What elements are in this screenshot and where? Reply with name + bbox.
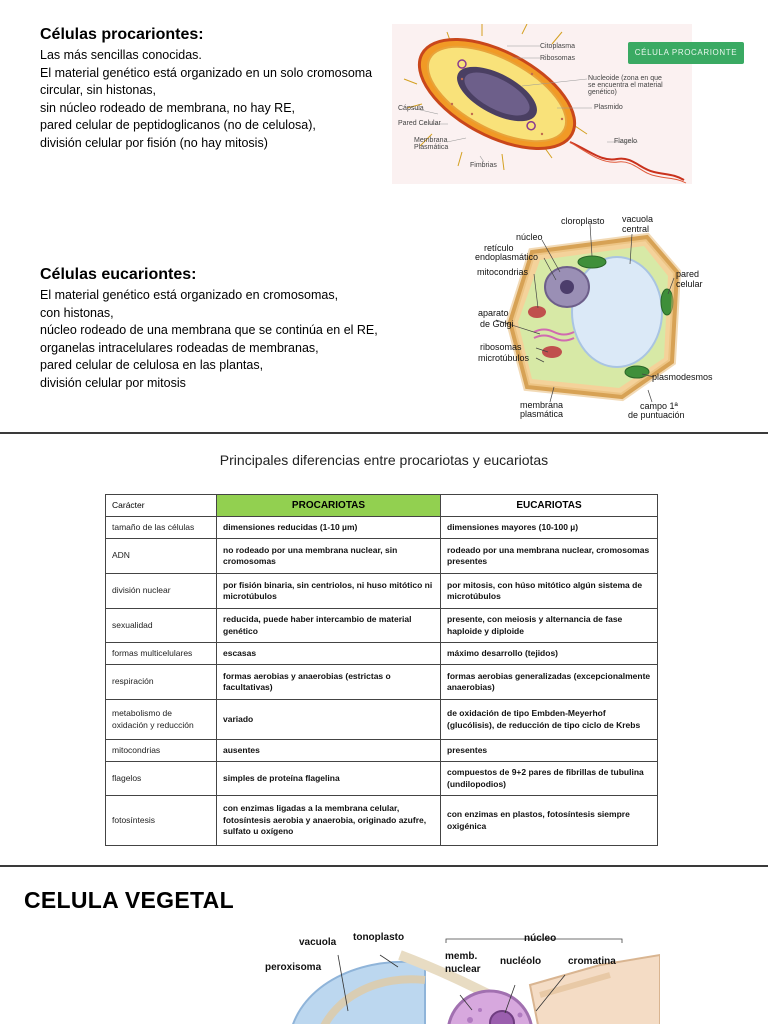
text-line: El material genético está organizado en un solo cromosoma — [40, 65, 373, 80]
cell-eucariotas: compuestos de 9+2 pares de fibrillas de tubulina (undilopodios) — [441, 762, 658, 796]
table-row — [106, 665, 658, 700]
cell-caracter: división nuclear — [106, 574, 217, 609]
label-nucleolo: nucléolo — [500, 956, 542, 967]
cell-procariotas: dimensiones reducidas (1-10 µm) — [217, 517, 441, 539]
label-nucleo: núcleo — [524, 933, 557, 944]
text-line: división celular por fisión (no hay mitosis) — [40, 135, 268, 150]
label-golgi: aparato — [478, 308, 509, 318]
text-line: El material genético está organizado en cromosomas, — [40, 288, 339, 302]
plant-cell-title: CELULA VEGETAL — [24, 887, 234, 913]
cell-procariotas: no rodeado por una membrana nuclear, sin cromosomas — [217, 539, 441, 574]
cell-procariotas: simples de proteína flagelina — [217, 762, 441, 796]
table-row — [106, 700, 658, 740]
label-nucleoide: Nucleoide (zona en que — [588, 75, 662, 82]
label-ribosomas: Ribosomas — [540, 55, 576, 62]
cell-eucariotas: dimensiones mayores (10-100 µ) — [441, 517, 658, 539]
label-pared: pared — [676, 269, 700, 279]
cell-procariotas: por fisión binaria, sin centriolos, ni huso mitótico ni microtúbulos — [217, 574, 441, 609]
cell-procariotas: reducida, puede haber intercambio de material genético — [217, 609, 441, 643]
cell-procariotas: con enzimas ligadas a la membrana celular, fotosíntesis aerobia y anaerobia, originado azufre, sulfato u oxígeno — [217, 796, 441, 846]
text-line: organelas intracelulares rodeadas de membranas, — [40, 340, 319, 355]
label-vacuola-2: central — [622, 224, 650, 234]
label-citoplasma: Citoplasma — [540, 43, 576, 50]
cell-procariotas: ausentes — [217, 740, 441, 762]
label-campo-2: de puntuación — [628, 410, 685, 420]
label-plasmodesmos: plasmodesmos — [652, 372, 713, 382]
cell-procariotas: escasas — [217, 643, 441, 665]
label-cromatina: cromatina — [568, 956, 616, 967]
label-pared-2: celular — [676, 279, 703, 289]
table-title: Principales diferencias entre procariotas y eucariotas — [219, 452, 549, 468]
label-reticulo-2: endoplasmático — [475, 252, 539, 262]
table-row — [106, 796, 658, 846]
cell-procariotas: formas aerobias y anaerobias (estrictas o facultativas) — [217, 665, 441, 700]
cell-caracter: mitocondrias — [106, 740, 217, 762]
label-golgi-2: de Golgi — [480, 319, 514, 329]
label-mitocondrias: mitocondrias — [477, 267, 529, 277]
eukaryote-description — [40, 287, 378, 392]
prokaryote-badge: CÉLULA PROCARIONTE — [628, 42, 744, 64]
label-memb-nuclear-2: nuclear — [445, 964, 481, 975]
table-row — [106, 740, 658, 762]
eukaryote-diagram — [472, 212, 722, 422]
cell-caracter: ADN — [106, 539, 217, 574]
label-microtubulos: microtúbulos — [478, 353, 530, 363]
label-membrana: membrana — [520, 400, 564, 410]
label-vacuola: vacuola — [622, 214, 654, 224]
slide-differences-table — [0, 434, 768, 865]
eukaryote-title: Células eucariontes: — [40, 266, 197, 283]
table-row — [106, 609, 658, 643]
cell-caracter: respiración — [106, 665, 217, 700]
prokaryote-description — [40, 47, 372, 152]
label-nucleo: núcleo — [516, 232, 543, 242]
label-nucleoide-2: se encuentra el material — [588, 82, 663, 89]
header-caracter: Carácter — [106, 495, 217, 517]
cell-caracter: formas multicelulares — [106, 643, 217, 665]
label-tonoplasto: tonoplasto — [353, 932, 405, 943]
cell-eucariotas: por mitosis, con húso mitótico algún sistema de microtúbulos — [441, 574, 658, 609]
cell-caracter: sexualidad — [106, 609, 217, 643]
slide-cell-types — [0, 0, 768, 432]
plant-cell-diagram — [240, 925, 660, 1024]
cell-eucariotas: formas aerobias generalizadas (excepcionalmente anaerobias) — [441, 665, 658, 700]
label-membrana: Membrana — [414, 137, 448, 144]
label-nucleoide-3: genético) — [588, 89, 617, 96]
cell-caracter: flagelos — [106, 762, 217, 796]
table-row — [106, 574, 658, 609]
cell-eucariotas: de oxidación de tipo Embden-Meyerhof (glucólisis), de reducción de tipo ciclo de Krebs — [441, 700, 658, 740]
label-capsula: Cápsula — [398, 105, 424, 112]
label-cloroplasto: cloroplasto — [561, 216, 605, 226]
table-row — [106, 643, 658, 665]
cell-eucariotas: máximo desarrollo (tejidos) — [441, 643, 658, 665]
label-peroxisoma: peroxisoma — [265, 962, 322, 973]
label-flagelo: Flagelo — [614, 138, 637, 145]
text-line: división celular por mitosis — [40, 375, 186, 390]
label-membrana-2: Plasmática — [414, 144, 449, 151]
label-reticulo: retículo — [484, 243, 514, 253]
label-plasmido: Plasmido — [594, 104, 623, 111]
cell-procariotas: variado — [217, 700, 441, 740]
cell-caracter: fotosíntesis — [106, 796, 217, 846]
header-eucariotas: EUCARIOTAS — [441, 495, 658, 517]
text-line: pared celular de celulosa en las plantas, — [40, 358, 264, 372]
text-line: Las más sencillas conocidas. — [40, 48, 202, 62]
table-row — [106, 762, 658, 796]
cell-caracter: tamaño de las células — [106, 517, 217, 539]
cell-caracter: metabolismo de oxidación y reducción — [106, 700, 217, 740]
cell-eucariotas: rodeado por una membrana nuclear, cromosomas presentes — [441, 539, 658, 574]
prokaryote-title: Células procariontes: — [40, 26, 204, 43]
header-procariotas: PROCARIOTAS — [217, 495, 441, 517]
label-membrana-2: plasmática — [520, 409, 564, 419]
label-campo: campo 1ª — [640, 401, 678, 411]
text-line: con histonas, — [40, 305, 114, 320]
text-line: sin núcleo rodeado de membrana, no hay RE, — [40, 100, 296, 115]
table-row — [106, 539, 658, 574]
label-pared-celular: Pared Celular — [398, 120, 441, 127]
cell-eucariotas: presente, con meiosis y alternancia de fase haploide y diploide — [441, 609, 658, 643]
cell-eucariotas: presentes — [441, 740, 658, 762]
text-line: pared celular de peptidoglicanos (no de celulosa), — [40, 118, 316, 132]
text-line: circular, sin histonas, — [40, 83, 157, 97]
slide-plant-cell — [0, 867, 768, 1024]
label-vacuola: vacuola — [299, 937, 337, 948]
label-fimbrias: Fimbrias — [470, 162, 497, 169]
table-header-row — [106, 495, 658, 517]
comparison-table — [105, 494, 658, 846]
label-memb-nuclear: memb. — [445, 951, 478, 962]
text-line: núcleo rodeado de una membrana que se continúa en el RE, — [40, 323, 378, 337]
table-row — [106, 517, 658, 539]
label-ribosomas: ribosomas — [480, 342, 522, 352]
cell-eucariotas: con enzimas en plastos, fotosíntesis siempre oxigénica — [441, 796, 658, 846]
